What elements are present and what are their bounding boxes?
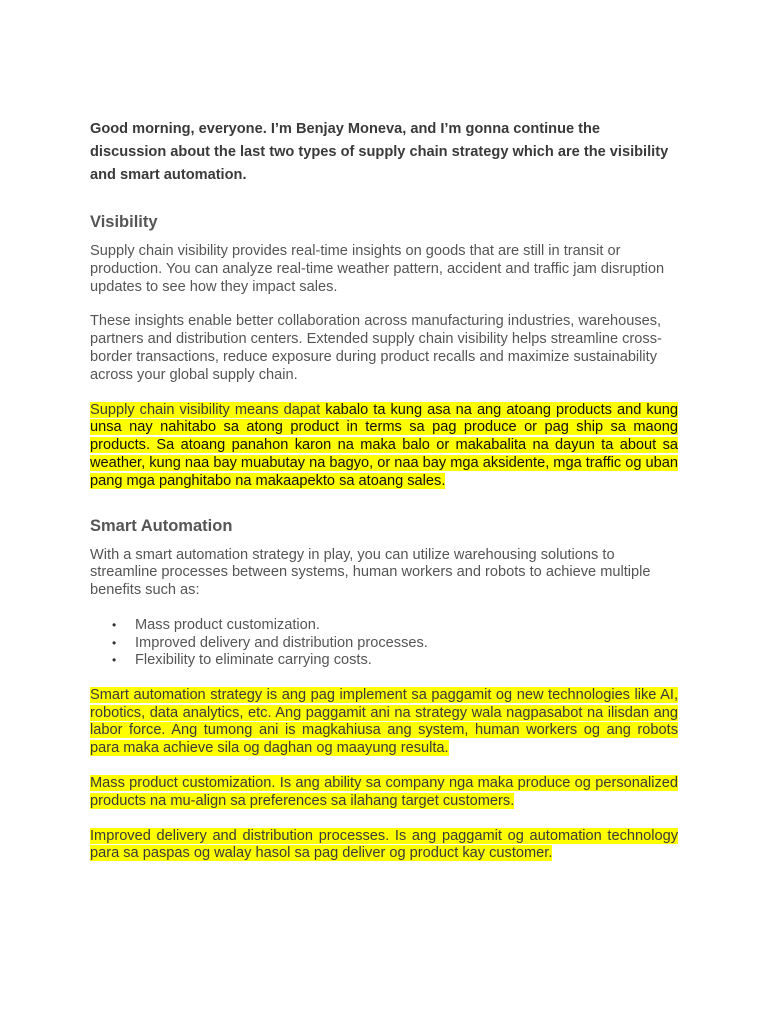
smart-automation-paragraph: With a smart automation strategy in play, you can utilize warehousing solutions to streamline processes between systems, human workers and robots to achieve multiple benefits such as: [90, 546, 651, 599]
smart-automation-highlight-3 [90, 828, 678, 864]
list-item: • Mass product customization. [135, 617, 678, 635]
visibility-paragraph-2: These insights enable better collaboration across manufacturing industries, warehouses, partners and distribution centers. Extended supply chain visibility helps streamline cross-border transactions, reduce exposure during product recalls and maximize sustainability across your global supply chain. [90, 313, 662, 383]
benefits-list [90, 617, 678, 670]
smart-automation-highlight-2 [90, 775, 678, 811]
visibility-highlight-lead: Supply chain visibility means dapat [90, 401, 326, 418]
visibility-heading: Visibility [90, 213, 158, 231]
highlight-text-2: Mass product customization. Is ang ability sa company nga maka produce og personalized products na mu-align sa preferences sa ilahang target customers. [90, 774, 678, 809]
visibility-highlight-paragraph [90, 402, 678, 491]
highlight-text-3: Improved delivery and distribution processes. Is ang paggamit og automation technology para sa paspas og walay hasol sa pag deliver og product kay customer. [90, 827, 678, 862]
list-item: • Flexibility to eliminate carrying costs. [135, 652, 678, 670]
highlight-text-1: Smart automation strategy is ang pag implement sa paggamit og new technologies like AI, robotics, data analytics, etc. Ang paggamit ani na strategy wala nagpasabot na ilisdan ang labor force. Ang tumong ani is magkahiusa ang system, human workers og ang robots para maka achieve sila og daghan og maayung resulta. [90, 686, 678, 757]
intro-paragraph: Good morning, everyone. I’m Benjay Moneva, and I’m gonna continue the discussion about the last two types of supply chain strategy which are the visibility and smart automation. [90, 121, 669, 183]
document-page [90, 118, 678, 863]
list-item: • Improved delivery and distribution processes. [135, 635, 678, 653]
visibility-highlight-rest: kabalo ta kung asa na ang atoang products and kung unsa nay nahitabo sa atong product in terms sa pag produce or pag ship sa maong products. Sa atoang panahon karon na maka balo or makabalita na dayun ta about sa weather, kung naa bay muabutay na bagyo, or naa bay mga aksidente, mga traffic og uban pang mga panghitabo na makaapekto sa atoang sales. [90, 401, 678, 489]
smart-automation-highlight-1 [90, 687, 678, 758]
smart-automation-heading: Smart Automation [90, 516, 233, 535]
visibility-paragraph-1: Supply chain visibility provides real-time insights on goods that are still in transit or production. You can analyze real-time weather pattern, accident and traffic jam disruption updates to see how they impact sales. [90, 243, 665, 295]
